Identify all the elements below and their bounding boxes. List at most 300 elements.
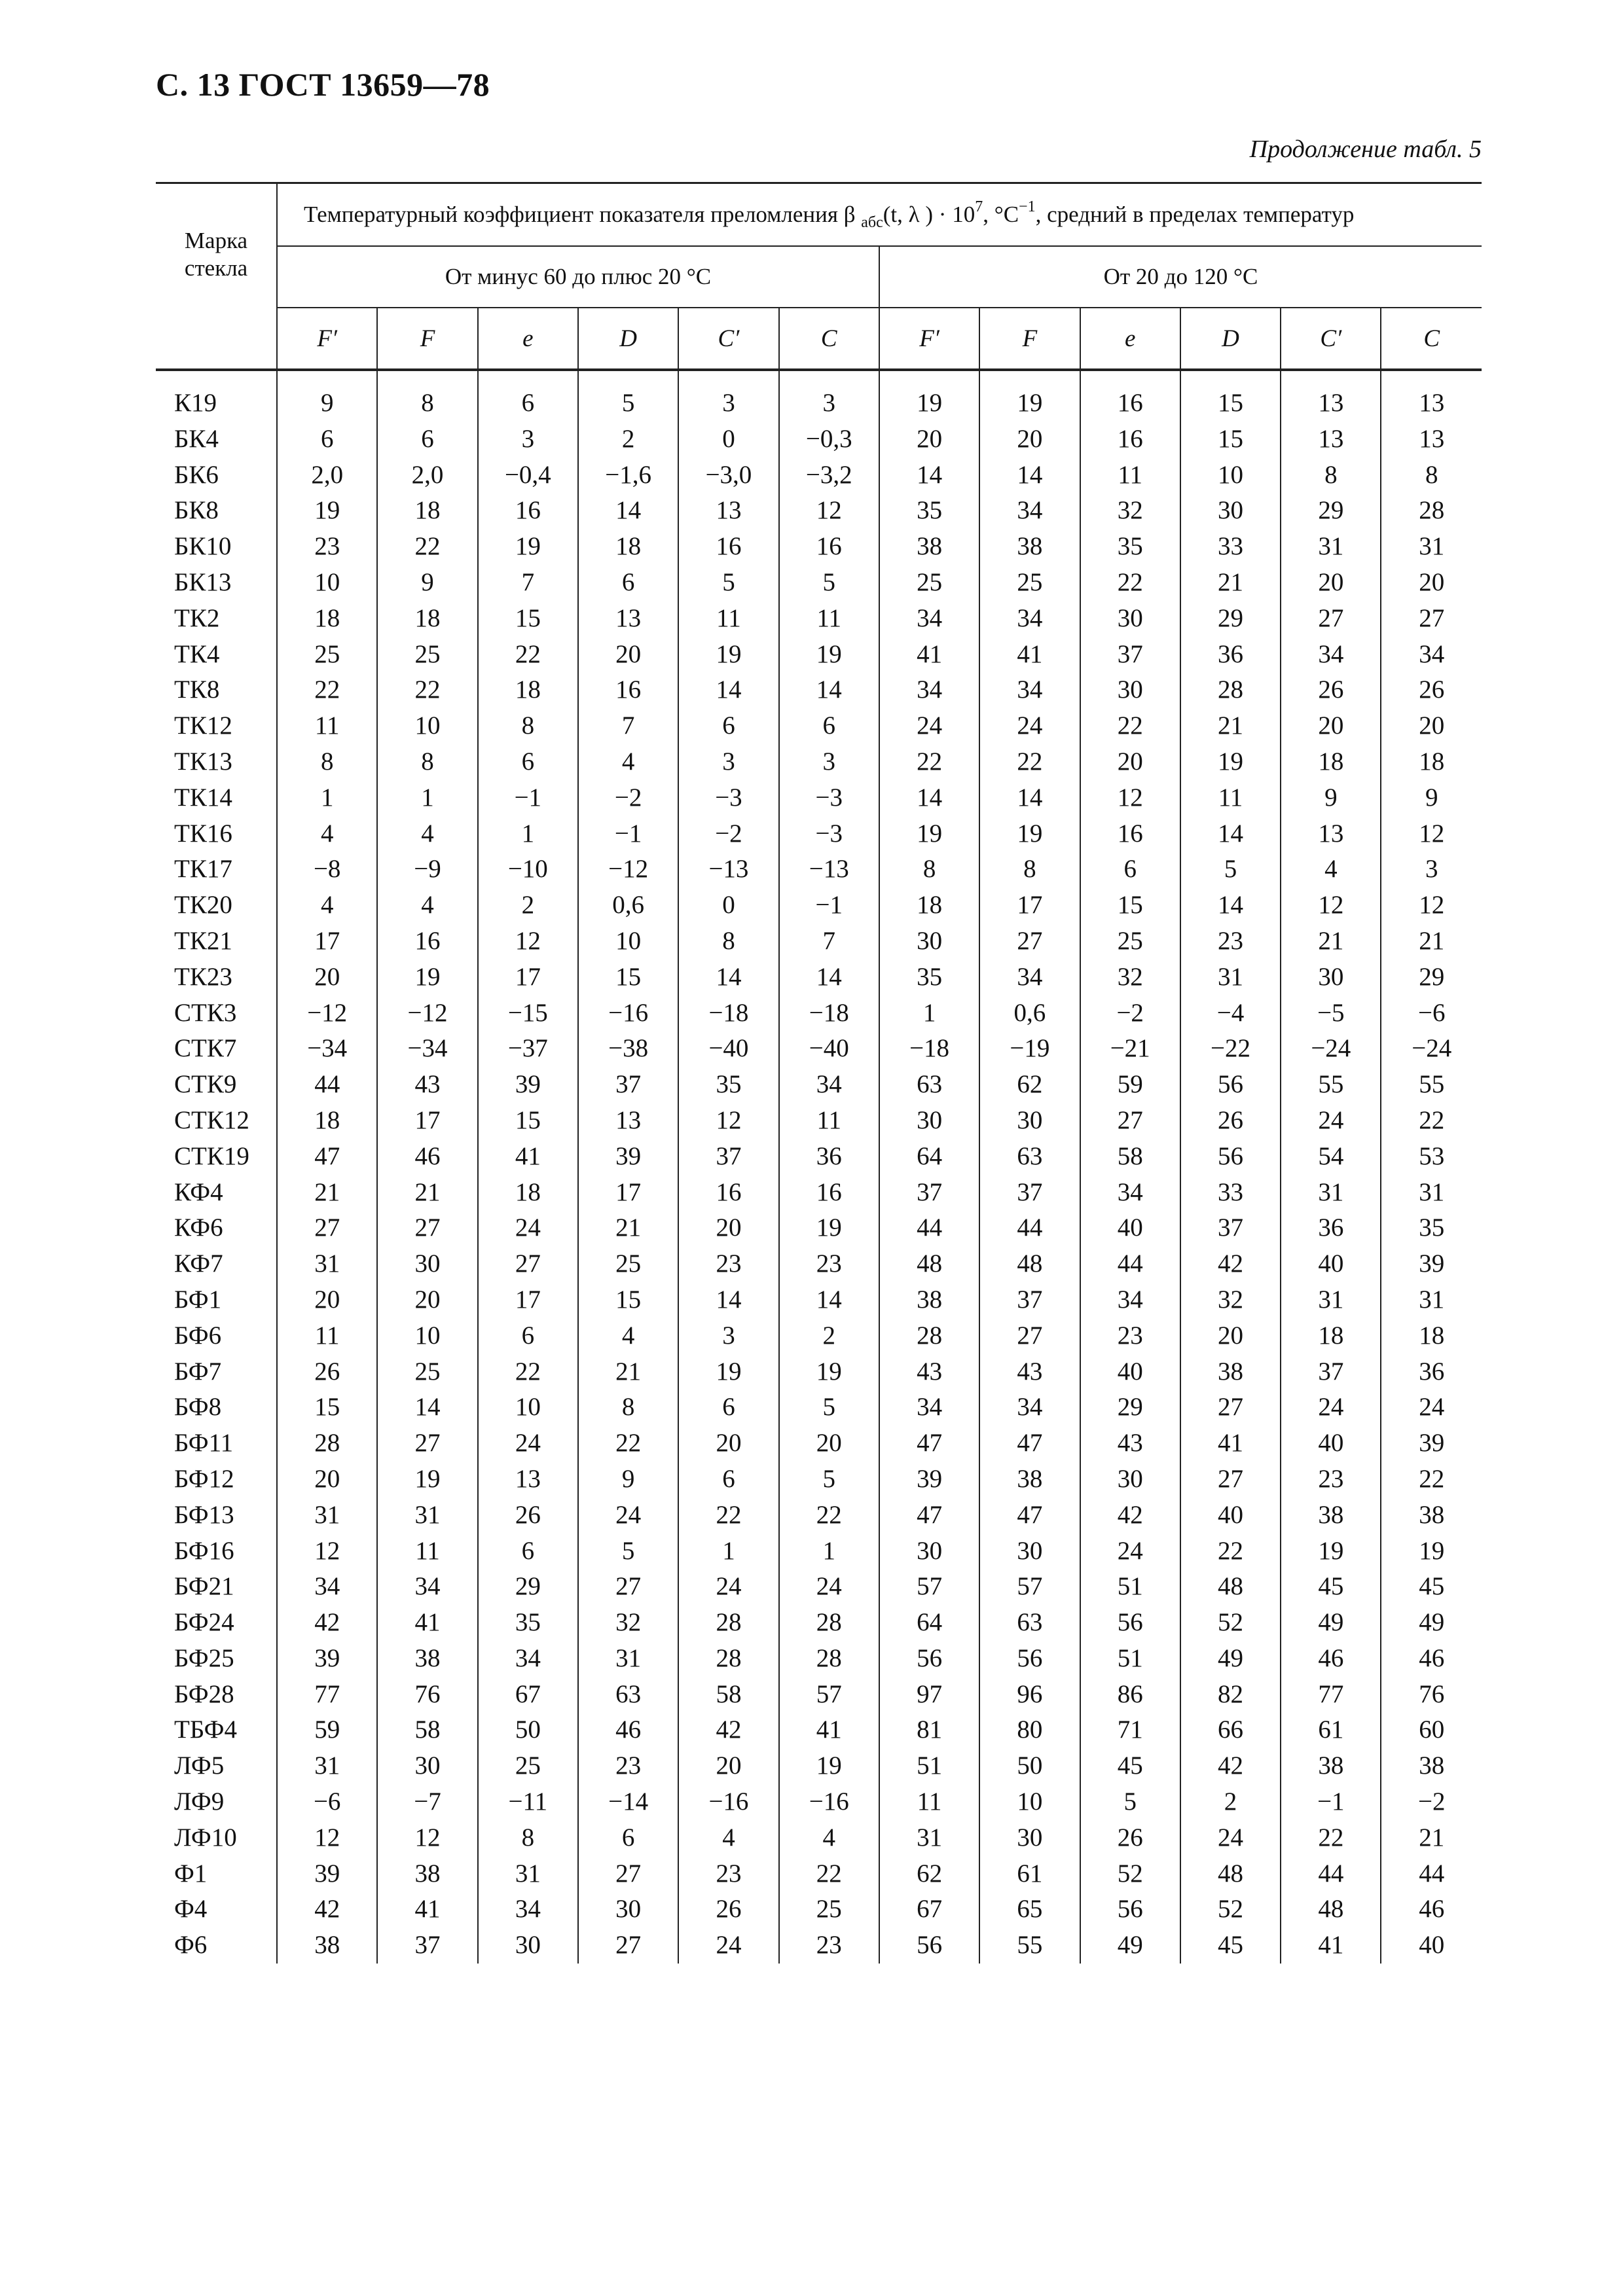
value-cell: −6: [1417, 998, 1446, 1027]
value-cell: 19: [1419, 1536, 1445, 1565]
value-cell: 0: [678, 422, 778, 457]
value-cell: −13: [678, 852, 778, 888]
value-cell: 1: [377, 780, 477, 816]
value-cell: 34: [377, 1569, 477, 1605]
value-cell: 27: [377, 1426, 477, 1462]
value-cell: 56: [879, 1641, 979, 1677]
value-cell: 38: [377, 1641, 477, 1677]
value-cell: 3: [678, 370, 778, 422]
value-cell: 17: [478, 1282, 578, 1318]
table-row: [156, 493, 1482, 529]
glass-brand-cell: ТК21: [156, 924, 277, 960]
value-cell: 14: [879, 780, 979, 816]
value-cell: 30: [1080, 601, 1180, 637]
value-cell: 86: [1080, 1677, 1180, 1713]
value-cell: 14: [779, 960, 879, 996]
value-cell: 63: [578, 1677, 678, 1713]
value-cell: 22: [779, 1856, 879, 1892]
value-cell: 18: [1281, 744, 1381, 780]
value-cell: 7: [578, 708, 678, 744]
value-cell: 22: [277, 672, 377, 708]
value-cell: 36: [1281, 1210, 1381, 1246]
value-cell: 34: [979, 672, 1080, 708]
value-cell: 20: [578, 637, 678, 673]
table-row: [156, 672, 1482, 708]
table-row: [156, 601, 1482, 637]
glass-brand-header: Марка стекла: [156, 183, 277, 370]
glass-brand-cell: БФ25: [156, 1641, 277, 1677]
value-cell: 22: [979, 744, 1080, 780]
value-cell: 10: [277, 565, 377, 601]
value-cell: 54: [1281, 1139, 1381, 1175]
value-cell: 8: [377, 370, 477, 422]
value-cell: 24: [1080, 1534, 1180, 1570]
value-cell: 80: [979, 1712, 1080, 1748]
value-cell: 19: [779, 1354, 879, 1390]
value-cell: 6: [578, 565, 678, 601]
value-cell: 38: [1281, 1748, 1381, 1784]
value-cell: 10: [377, 1318, 477, 1354]
value-cell: 20: [1080, 744, 1180, 780]
value-cell: 58: [1080, 1139, 1180, 1175]
value-cell: 19: [377, 960, 477, 996]
value-cell: −2: [678, 816, 778, 852]
value-cell: 34: [879, 601, 979, 637]
table-row: [156, 960, 1482, 996]
value-cell: 38: [277, 1928, 377, 1964]
value-cell: 64: [879, 1139, 979, 1175]
value-cell: −19: [979, 1031, 1080, 1067]
value-cell: 16: [1080, 422, 1180, 457]
value-cell: 51: [1080, 1641, 1180, 1677]
value-cell: 55: [979, 1928, 1080, 1964]
table-row: [156, 1784, 1482, 1820]
wavelength-header: e: [1080, 308, 1180, 370]
value-cell: 42: [678, 1712, 778, 1748]
value-cell: 18: [1419, 747, 1445, 776]
value-cell: 30: [979, 1103, 1080, 1139]
value-cell: 34: [979, 493, 1080, 529]
value-cell: 6: [678, 708, 778, 744]
value-cell: 4: [678, 1820, 778, 1856]
wavelength-header: D: [1180, 308, 1281, 370]
value-cell: 23: [779, 1246, 879, 1282]
value-cell: 23: [578, 1748, 678, 1784]
value-cell: 56: [1080, 1605, 1180, 1641]
value-cell: 46: [1419, 1895, 1445, 1924]
value-cell: 52: [1180, 1605, 1281, 1641]
value-cell: 13: [1281, 370, 1381, 422]
value-cell: 3: [779, 370, 879, 422]
value-cell: −5: [1281, 996, 1381, 1031]
value-cell: 28: [678, 1605, 778, 1641]
value-cell: −2: [1080, 996, 1180, 1031]
value-cell: 5: [1080, 1784, 1180, 1820]
value-cell: 62: [879, 1856, 979, 1892]
value-cell: 22: [478, 637, 578, 673]
value-cell: −0,3: [779, 422, 879, 457]
value-cell: −2: [1417, 1787, 1446, 1816]
value-cell: −9: [377, 852, 477, 888]
value-cell: −1: [779, 888, 879, 924]
table-row: [156, 1892, 1482, 1928]
value-cell: 18: [1281, 1318, 1381, 1354]
value-cell: 23: [1281, 1462, 1381, 1498]
value-cell: 25: [578, 1246, 678, 1282]
value-cell: −22: [1180, 1031, 1281, 1067]
table-row: [156, 1139, 1482, 1175]
value-cell: 15: [1080, 888, 1180, 924]
range-header-20-120: От 20 до 120 °C: [879, 246, 1482, 308]
value-cell: 16: [578, 672, 678, 708]
value-cell: 11: [1180, 780, 1281, 816]
value-cell: 5: [678, 565, 778, 601]
value-cell: 7: [779, 924, 879, 960]
value-cell: 28: [1180, 672, 1281, 708]
glass-brand-cell: ТК12: [156, 708, 277, 744]
value-cell: 4: [578, 1318, 678, 1354]
value-cell: 11: [879, 1784, 979, 1820]
value-cell: 13: [478, 1462, 578, 1498]
value-cell: 39: [277, 1856, 377, 1892]
value-cell: 48: [1180, 1569, 1281, 1605]
value-cell: 17: [578, 1175, 678, 1211]
value-cell: 3: [678, 1318, 778, 1354]
value-cell: 22: [478, 1354, 578, 1390]
value-cell: 25: [1080, 924, 1180, 960]
value-cell: 76: [1419, 1679, 1445, 1708]
value-cell: 23: [779, 1928, 879, 1964]
value-cell: −3: [678, 780, 778, 816]
value-cell: 39: [879, 1462, 979, 1498]
value-cell: 34: [879, 1390, 979, 1426]
value-cell: 17: [478, 960, 578, 996]
value-cell: 1: [478, 816, 578, 852]
value-cell: 26: [478, 1498, 578, 1534]
value-cell: 26: [1180, 1103, 1281, 1139]
refractive-index-table: [156, 182, 1482, 1964]
value-cell: 5: [779, 1390, 879, 1426]
value-cell: −34: [377, 1031, 477, 1067]
value-cell: 8: [1425, 460, 1438, 489]
value-cell: 11: [377, 1534, 477, 1570]
value-cell: 52: [1180, 1892, 1281, 1928]
value-cell: 4: [277, 888, 377, 924]
value-cell: 3: [678, 744, 778, 780]
value-cell: −24: [1281, 1031, 1381, 1067]
value-cell: −11: [478, 1784, 578, 1820]
value-cell: 22: [1281, 1820, 1381, 1856]
value-cell: 31: [277, 1748, 377, 1784]
value-cell: 38: [1419, 1500, 1445, 1529]
value-cell: 44: [1419, 1859, 1445, 1888]
value-cell: 20: [678, 1426, 778, 1462]
value-cell: −24: [1412, 1034, 1452, 1063]
value-cell: 28: [879, 1318, 979, 1354]
value-cell: 28: [1419, 496, 1445, 525]
value-cell: 46: [1419, 1643, 1445, 1672]
value-cell: 20: [1281, 565, 1381, 601]
value-cell: 42: [277, 1892, 377, 1928]
value-cell: 19: [1180, 744, 1281, 780]
value-cell: 82: [1180, 1677, 1281, 1713]
value-cell: 20: [779, 1426, 879, 1462]
value-cell: 38: [979, 1462, 1080, 1498]
value-cell: 14: [377, 1390, 477, 1426]
value-cell: 25: [979, 565, 1080, 601]
value-cell: 20: [277, 1282, 377, 1318]
value-cell: 63: [879, 1067, 979, 1103]
value-cell: 21: [1281, 924, 1381, 960]
value-cell: 49: [1180, 1641, 1281, 1677]
value-cell: 4: [377, 888, 477, 924]
value-cell: 40: [1080, 1354, 1180, 1390]
value-cell: 4: [779, 1820, 879, 1856]
glass-brand-cell: ЛФ9: [156, 1784, 277, 1820]
value-cell: 5: [578, 1534, 678, 1570]
value-cell: 34: [979, 960, 1080, 996]
table-row: [156, 1175, 1482, 1211]
wavelength-header: F: [979, 308, 1080, 370]
value-cell: 4: [578, 744, 678, 780]
page-header: С. 13 ГОСТ 13659—78: [156, 66, 490, 103]
value-cell: 6: [578, 1820, 678, 1856]
value-cell: 34: [779, 1067, 879, 1103]
wavelength-header: D: [578, 308, 678, 370]
value-cell: 37: [1180, 1210, 1281, 1246]
value-cell: 23: [1180, 924, 1281, 960]
value-cell: 26: [1281, 672, 1381, 708]
value-cell: 31: [1281, 529, 1381, 565]
value-cell: 31: [1281, 1175, 1381, 1211]
value-cell: 25: [277, 637, 377, 673]
value-cell: 16: [478, 493, 578, 529]
value-cell: 19: [879, 816, 979, 852]
value-cell: 9: [578, 1462, 678, 1498]
value-cell: 34: [478, 1892, 578, 1928]
value-cell: 10: [1180, 457, 1281, 493]
value-cell: 26: [1080, 1820, 1180, 1856]
value-cell: 24: [979, 708, 1080, 744]
value-cell: 24: [578, 1498, 678, 1534]
value-cell: 7: [478, 565, 578, 601]
glass-brand-cell: БФ1: [156, 1282, 277, 1318]
table-row: [156, 529, 1482, 565]
value-cell: 16: [1080, 816, 1180, 852]
value-cell: 24: [678, 1569, 778, 1605]
glass-brand-cell: ТК14: [156, 780, 277, 816]
glass-brand-cell: ТК20: [156, 888, 277, 924]
value-cell: 0: [678, 888, 778, 924]
value-cell: −16: [578, 996, 678, 1031]
value-cell: −13: [779, 852, 879, 888]
glass-brand-cell: ТК8: [156, 672, 277, 708]
value-cell: 59: [1080, 1067, 1180, 1103]
table-row: [156, 1282, 1482, 1318]
table-continuation-label: Продолжение табл. 5: [1249, 135, 1482, 163]
value-cell: 63: [979, 1139, 1080, 1175]
value-cell: 14: [678, 672, 778, 708]
value-cell: 71: [1080, 1712, 1180, 1748]
value-cell: 16: [678, 529, 778, 565]
value-cell: 55: [1419, 1070, 1445, 1099]
value-cell: −12: [377, 996, 477, 1031]
value-cell: 37: [879, 1175, 979, 1211]
wavelength-header: F′: [277, 308, 377, 370]
value-cell: 20: [277, 1462, 377, 1498]
table-row: [156, 1605, 1482, 1641]
value-cell: 18: [377, 493, 477, 529]
value-cell: 30: [377, 1246, 477, 1282]
glass-brand-cell: СТК12: [156, 1103, 277, 1139]
value-cell: 3: [478, 422, 578, 457]
value-cell: 34: [979, 601, 1080, 637]
range-header-minus60-20: От минус 60 до плюс 20 °C: [277, 246, 879, 308]
wavelength-header: C: [1381, 308, 1482, 370]
value-cell: 22: [1419, 1464, 1445, 1493]
value-cell: 18: [277, 601, 377, 637]
glass-brand-cell: СТК19: [156, 1139, 277, 1175]
value-cell: 10: [578, 924, 678, 960]
table-row: [156, 1748, 1482, 1784]
glass-brand-cell: СТК3: [156, 996, 277, 1031]
value-cell: 8: [478, 1820, 578, 1856]
value-cell: 26: [1419, 675, 1445, 704]
value-cell: 8: [678, 924, 778, 960]
value-cell: 28: [678, 1641, 778, 1677]
value-cell: 6: [478, 370, 578, 422]
value-cell: 44: [879, 1210, 979, 1246]
value-cell: 40: [1281, 1426, 1381, 1462]
value-cell: −14: [578, 1784, 678, 1820]
value-cell: 63: [979, 1605, 1080, 1641]
value-cell: 18: [377, 601, 477, 637]
value-cell: 20: [1180, 1318, 1281, 1354]
value-cell: 8: [478, 708, 578, 744]
value-cell: 24: [1281, 1390, 1381, 1426]
value-cell: 18: [277, 1103, 377, 1139]
value-cell: 30: [1080, 1462, 1180, 1498]
value-cell: 81: [879, 1712, 979, 1748]
value-cell: 15: [1180, 370, 1281, 422]
value-cell: 11: [779, 601, 879, 637]
value-cell: 38: [1281, 1498, 1381, 1534]
value-cell: 96: [979, 1677, 1080, 1713]
value-cell: 30: [1281, 960, 1381, 996]
table-row: [156, 1498, 1482, 1534]
value-cell: 26: [277, 1354, 377, 1390]
value-cell: 12: [1419, 819, 1445, 848]
value-cell: 31: [1281, 1282, 1381, 1318]
value-cell: 16: [377, 924, 477, 960]
value-cell: 48: [879, 1246, 979, 1282]
table-row: [156, 708, 1482, 744]
value-cell: 22: [779, 1498, 879, 1534]
value-cell: 32: [578, 1605, 678, 1641]
wavelength-header: e: [478, 308, 578, 370]
table-row: [156, 888, 1482, 924]
value-cell: 12: [1281, 888, 1381, 924]
value-cell: 14: [1180, 888, 1281, 924]
coefficient-header: [277, 183, 1482, 247]
value-cell: 35: [478, 1605, 578, 1641]
value-cell: 67: [478, 1677, 578, 1713]
value-cell: 37: [979, 1282, 1080, 1318]
value-cell: 16: [779, 1175, 879, 1211]
value-cell: 21: [277, 1175, 377, 1211]
value-cell: 12: [377, 1820, 477, 1856]
value-cell: 22: [578, 1426, 678, 1462]
value-cell: 24: [1419, 1393, 1445, 1422]
value-cell: 36: [1180, 637, 1281, 673]
value-cell: 30: [1080, 672, 1180, 708]
glass-brand-cell: Ф6: [156, 1928, 277, 1964]
glass-brand-cell: СТК7: [156, 1031, 277, 1067]
value-cell: 27: [1281, 601, 1381, 637]
value-cell: 24: [678, 1928, 778, 1964]
value-cell: 45: [1180, 1928, 1281, 1964]
glass-brand-cell: БФ8: [156, 1390, 277, 1426]
value-cell: 9: [1425, 783, 1438, 812]
value-cell: 13: [578, 601, 678, 637]
value-cell: 18: [478, 1175, 578, 1211]
value-cell: 28: [779, 1605, 879, 1641]
value-cell: 5: [578, 370, 678, 422]
value-cell: 31: [578, 1641, 678, 1677]
glass-brand-cell: ТК4: [156, 637, 277, 673]
value-cell: 39: [277, 1641, 377, 1677]
value-cell: 40: [1281, 1246, 1381, 1282]
value-cell: 77: [1281, 1677, 1381, 1713]
value-cell: 12: [678, 1103, 778, 1139]
table-row: [156, 1677, 1482, 1713]
value-cell: 14: [779, 672, 879, 708]
coef-sup2: −1: [1019, 198, 1036, 215]
glass-brand-cell: ТК13: [156, 744, 277, 780]
coef-mid2: , °C: [983, 201, 1019, 227]
value-cell: 11: [1080, 457, 1180, 493]
value-cell: 61: [1281, 1712, 1381, 1748]
table-row: [156, 565, 1482, 601]
value-cell: 27: [1080, 1103, 1180, 1139]
value-cell: 51: [1080, 1569, 1180, 1605]
value-cell: 27: [578, 1856, 678, 1892]
value-cell: 27: [979, 924, 1080, 960]
value-cell: 40: [1080, 1210, 1180, 1246]
table-row: [156, 1569, 1482, 1605]
value-cell: 19: [678, 637, 778, 673]
value-cell: 11: [277, 708, 377, 744]
table-row: [156, 1103, 1482, 1139]
value-cell: 22: [1080, 708, 1180, 744]
value-cell: −3: [779, 816, 879, 852]
value-cell: 37: [678, 1139, 778, 1175]
value-cell: 22: [1080, 565, 1180, 601]
value-cell: 6: [478, 1534, 578, 1570]
value-cell: 6: [1080, 852, 1180, 888]
value-cell: 65: [979, 1892, 1080, 1928]
value-cell: 46: [578, 1712, 678, 1748]
value-cell: 36: [1419, 1357, 1445, 1386]
value-cell: 32: [1180, 1282, 1281, 1318]
value-cell: 20: [678, 1748, 778, 1784]
value-cell: 32: [1080, 960, 1180, 996]
value-cell: 30: [979, 1820, 1080, 1856]
value-cell: 20: [678, 1210, 778, 1246]
value-cell: 14: [1180, 816, 1281, 852]
value-cell: 56: [1180, 1139, 1281, 1175]
table-row: [156, 852, 1482, 888]
